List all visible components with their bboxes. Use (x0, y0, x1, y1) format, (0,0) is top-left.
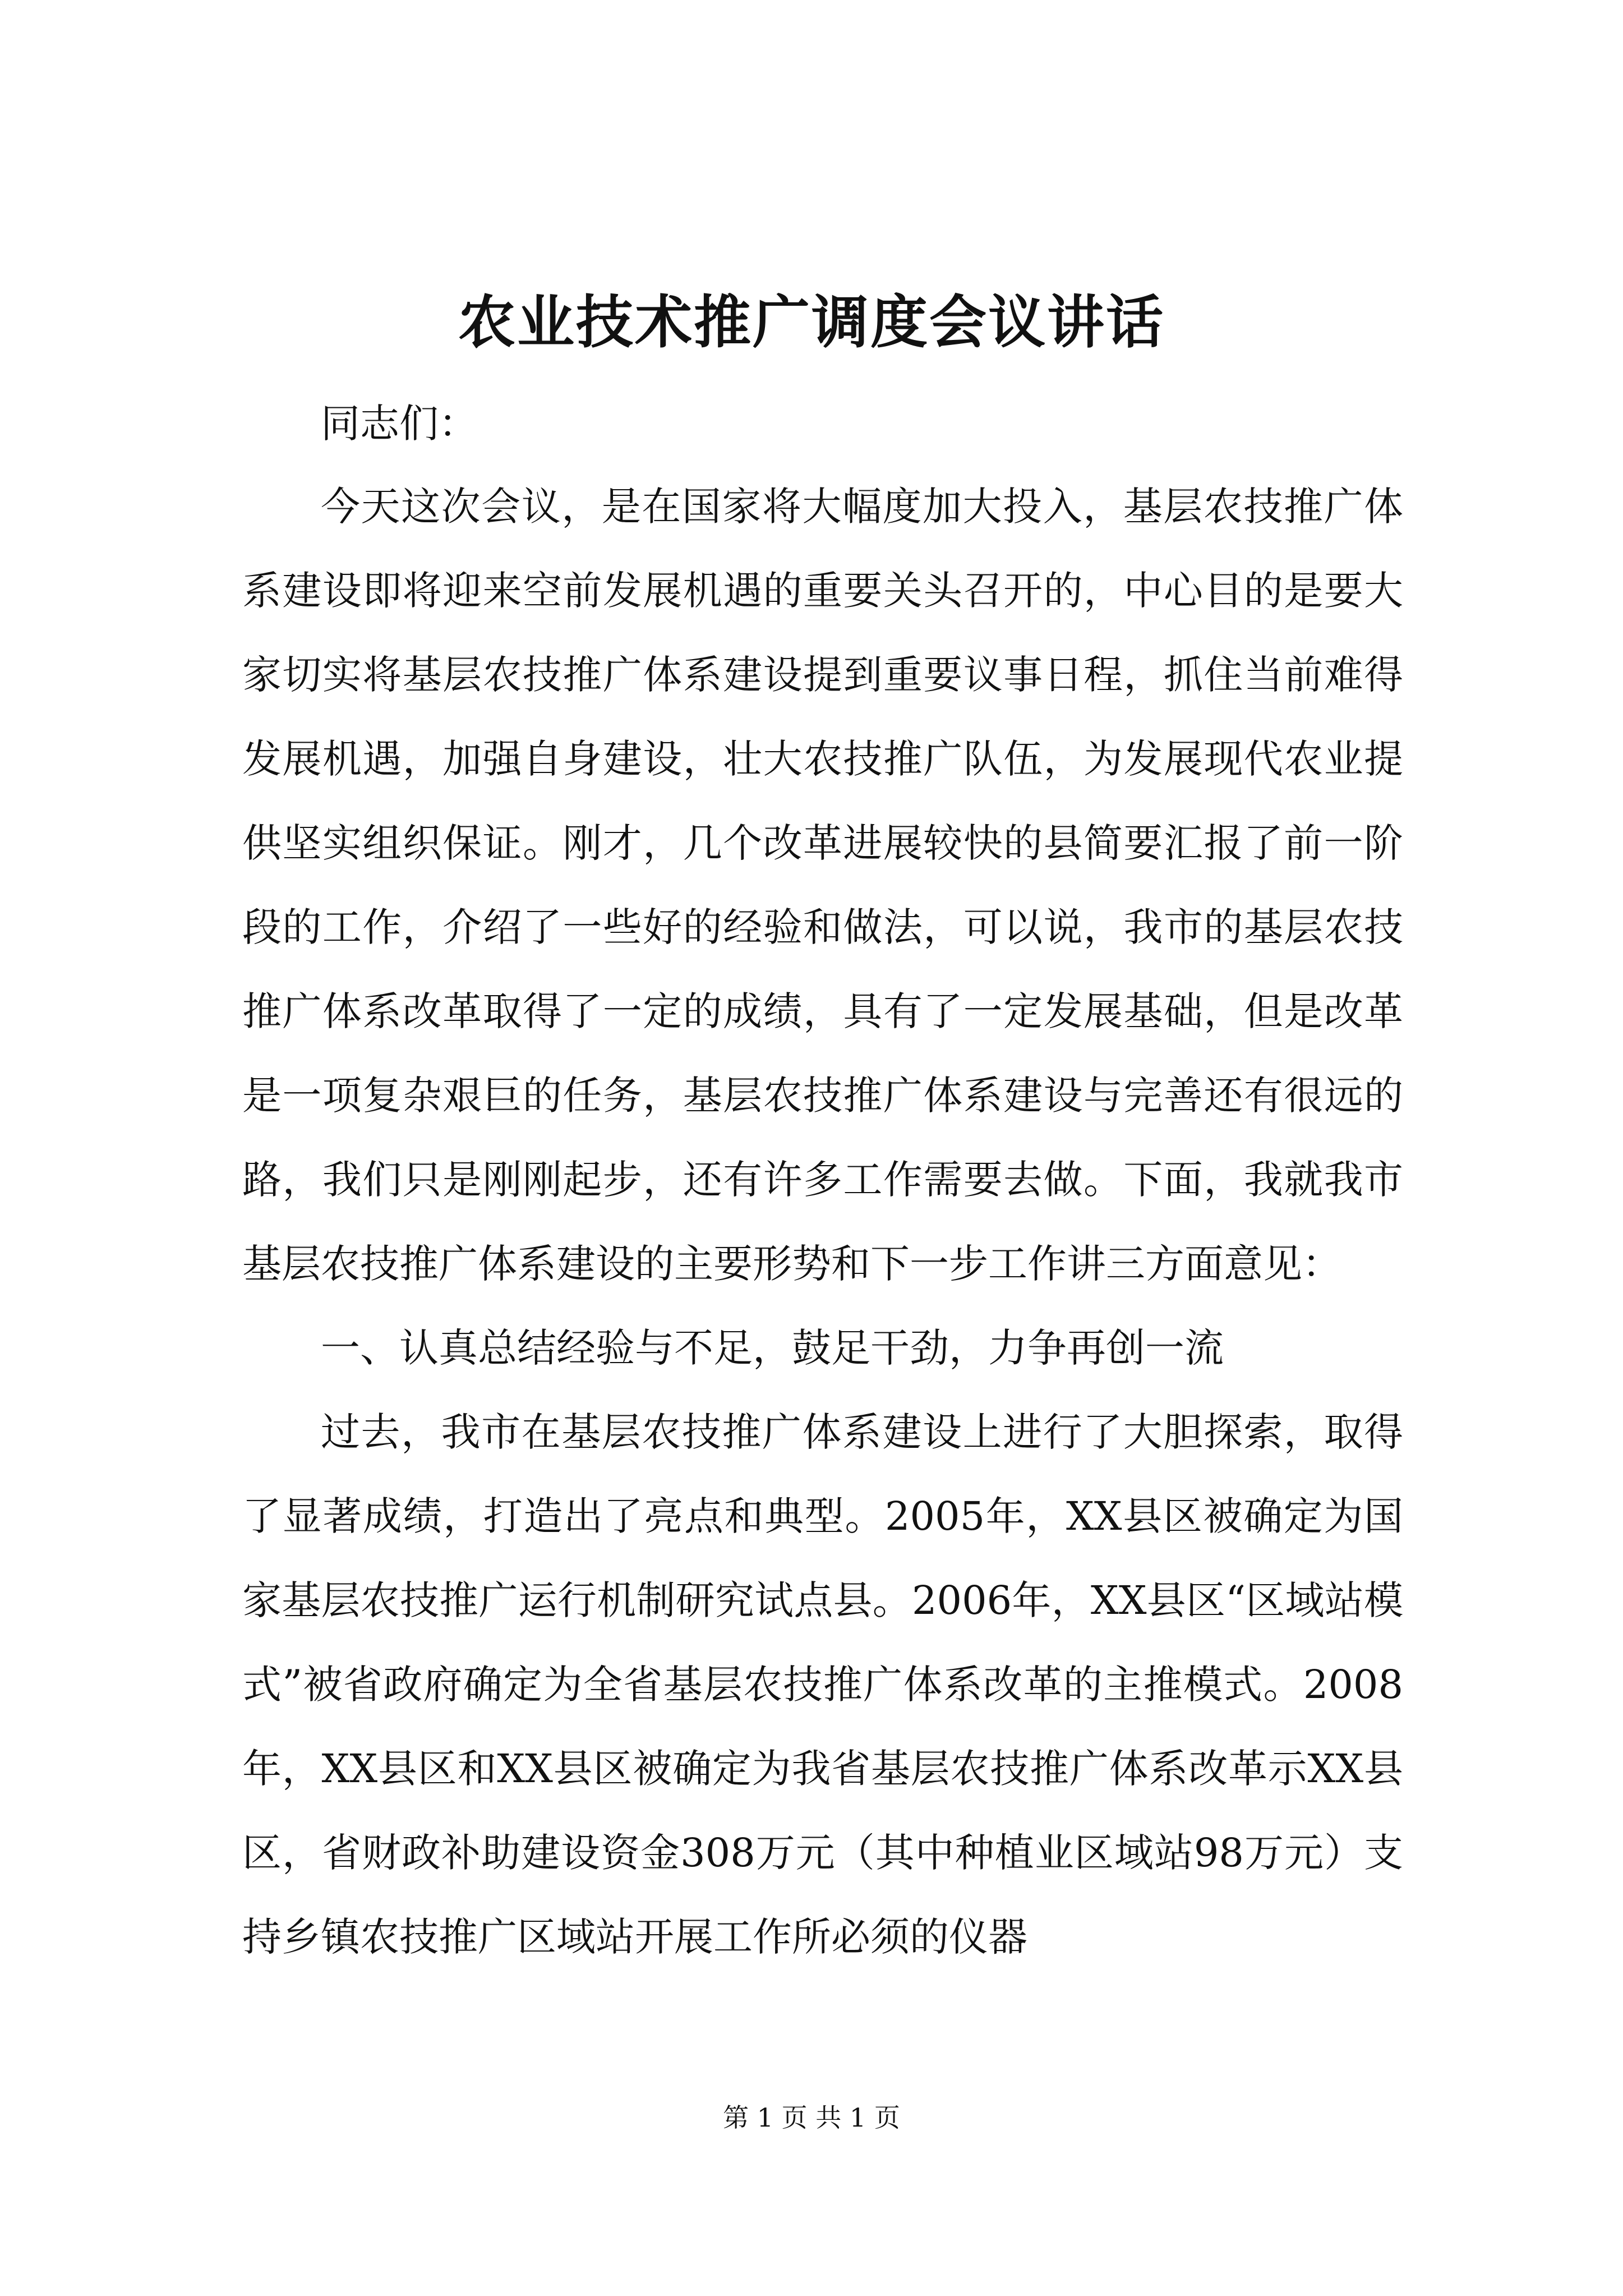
page-footer: 第 1 页 共 1 页 (723, 2102, 900, 2133)
document-title: 农业技术推广调度会议讲话 (458, 289, 1165, 356)
paragraph-history: 过去，我市在基层农技推广体系建设上进行了大胆探索，取得了显著成绩，打造出了亮点和典型。2005年，XX县区被确定为国家基层农技推广运行机制研究试点县。2006年，XX县区“区域站模式”被省政府确定为全省基层农技推广体系改革的主推模式。2008年，XX县区和XX县区被确定为我省基层农技推广体系改革示XX县区，省财政补助建设资金308万元（其中种植业区域站98万元）支持乡镇农技推广区域站开展工作所必须的仪器 (242, 1409, 1403, 1960)
section-heading-1: 一、认真总结经验与不足，鼓足干劲，力争再创一流 (321, 1325, 1224, 1371)
document-body (242, 464, 1403, 1979)
greeting: 同志们： (321, 401, 478, 447)
paragraph-intro: 今天这次会议，是在国家将大幅度加大投入，基层农技推广体系建设即将迎来空前发展机遇的重要关头召开的，中心目的是要大家切实将基层农技推广体系建设提到重要议事日程，抓住当前难得发展机遇，加强自身建设，壮大农技推广队伍，为发展现代农业提供坚实组织保证。刚才，几个改革进展较快的县简要汇报了前一阶段的工作，介绍了一些好的经验和做法，可以说，我市的基层农技推广体系改革取得了一定的成绩，具有了一定发展基础，但是改革是一项复杂艰巨的任务，基层农技推广体系建设与完善还有很远的路，我们只是刚刚起步，还有许多工作需要去做。下面，我就我市基层农技推广体系建设的主要形势和下一步工作讲三方面意见： (242, 484, 1403, 1287)
